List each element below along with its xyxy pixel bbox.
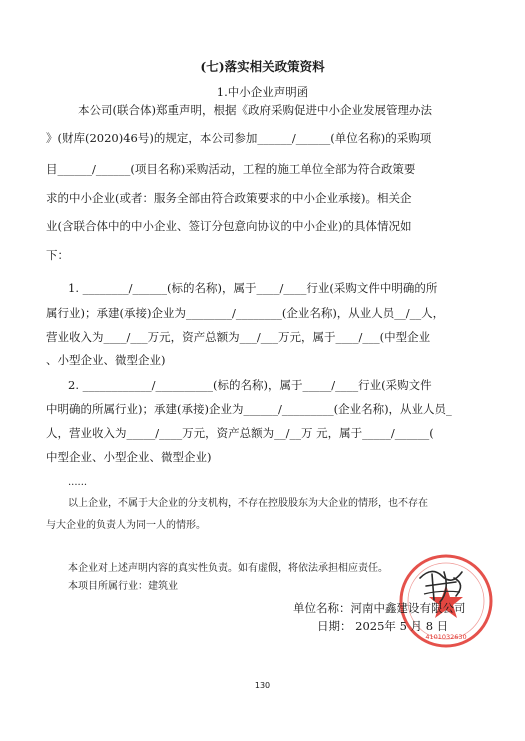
page-number: 130: [254, 681, 271, 690]
item2-line: 中明确的所属行业)；承建(承接)企业为______/_________(企业名称)，从业人员_: [46, 402, 452, 416]
paragraph-line: 本公司(联合体)郑重声明，根据《政府采购促进中小企业发展管理办法: [78, 103, 432, 117]
note-line: 与大企业的负责人为同一人的情形。: [46, 520, 206, 531]
paragraph-line: 业(含联合体中的中小企业、签订分包意向协议的中小企业)的具体情况如: [46, 219, 412, 233]
ellipsis: ......: [68, 477, 88, 488]
industry-text: 本项目所属行业：建筑业: [68, 581, 178, 592]
paragraph-line: 目______/______(项目名称)采购活动，工程的施工单位全部为符合政策要: [46, 162, 416, 176]
paragraph-line: 下：: [46, 248, 69, 262]
paragraph-line: 求的中小企业(或者：服务全部由符合政策要求的中小企业承接)。相关企: [46, 191, 412, 205]
paragraph-line: 》(财库(2020)46号)的规定，本公司参加______/______(单位名称)的采购项: [46, 131, 432, 145]
item2-line: 人，营业收入为_____/____万元，资产总额为__/__万 元，属于_____/______(: [46, 426, 434, 440]
note-line: 以上企业，不属于大企业的分支机构，不存在控股股东为大企业的情形，也不存在: [68, 498, 428, 509]
item1-line: 1. ________/______(标的名称)，属于____/____行业(采购文件中明确的所: [68, 281, 438, 295]
signature-date: 日期： 2025年 5 月 8 日: [317, 619, 449, 633]
item1-line: 、小型企业、微型企业): [46, 353, 166, 367]
item1-line: 营业收入为____/___万元，资产总额为___/___万元，属于____/___(中型企业: [46, 330, 431, 344]
svg-text:4101032630: 4101032630: [425, 633, 467, 641]
item1-line: 属行业)；承建(承接)企业为________/________(企业名称)，从业人员__/__人，: [46, 306, 445, 320]
declaration-text: 本企业对上述声明内容的真实性负责。如有虚假，将依法承担相应责任。: [68, 563, 388, 574]
unit-name-line: 单位名称：河南中鑫建设有限公司: [293, 601, 466, 615]
section-title: (七)落实相关政策资料: [200, 59, 325, 74]
item2-line: 中型企业、小型企业、微型企业): [46, 450, 212, 464]
letter-title: 1.中小企业声明函: [216, 85, 309, 99]
item2-line: 2. ____________/__________(标的名称)，属于_____/____行业(采购文件: [68, 378, 432, 392]
